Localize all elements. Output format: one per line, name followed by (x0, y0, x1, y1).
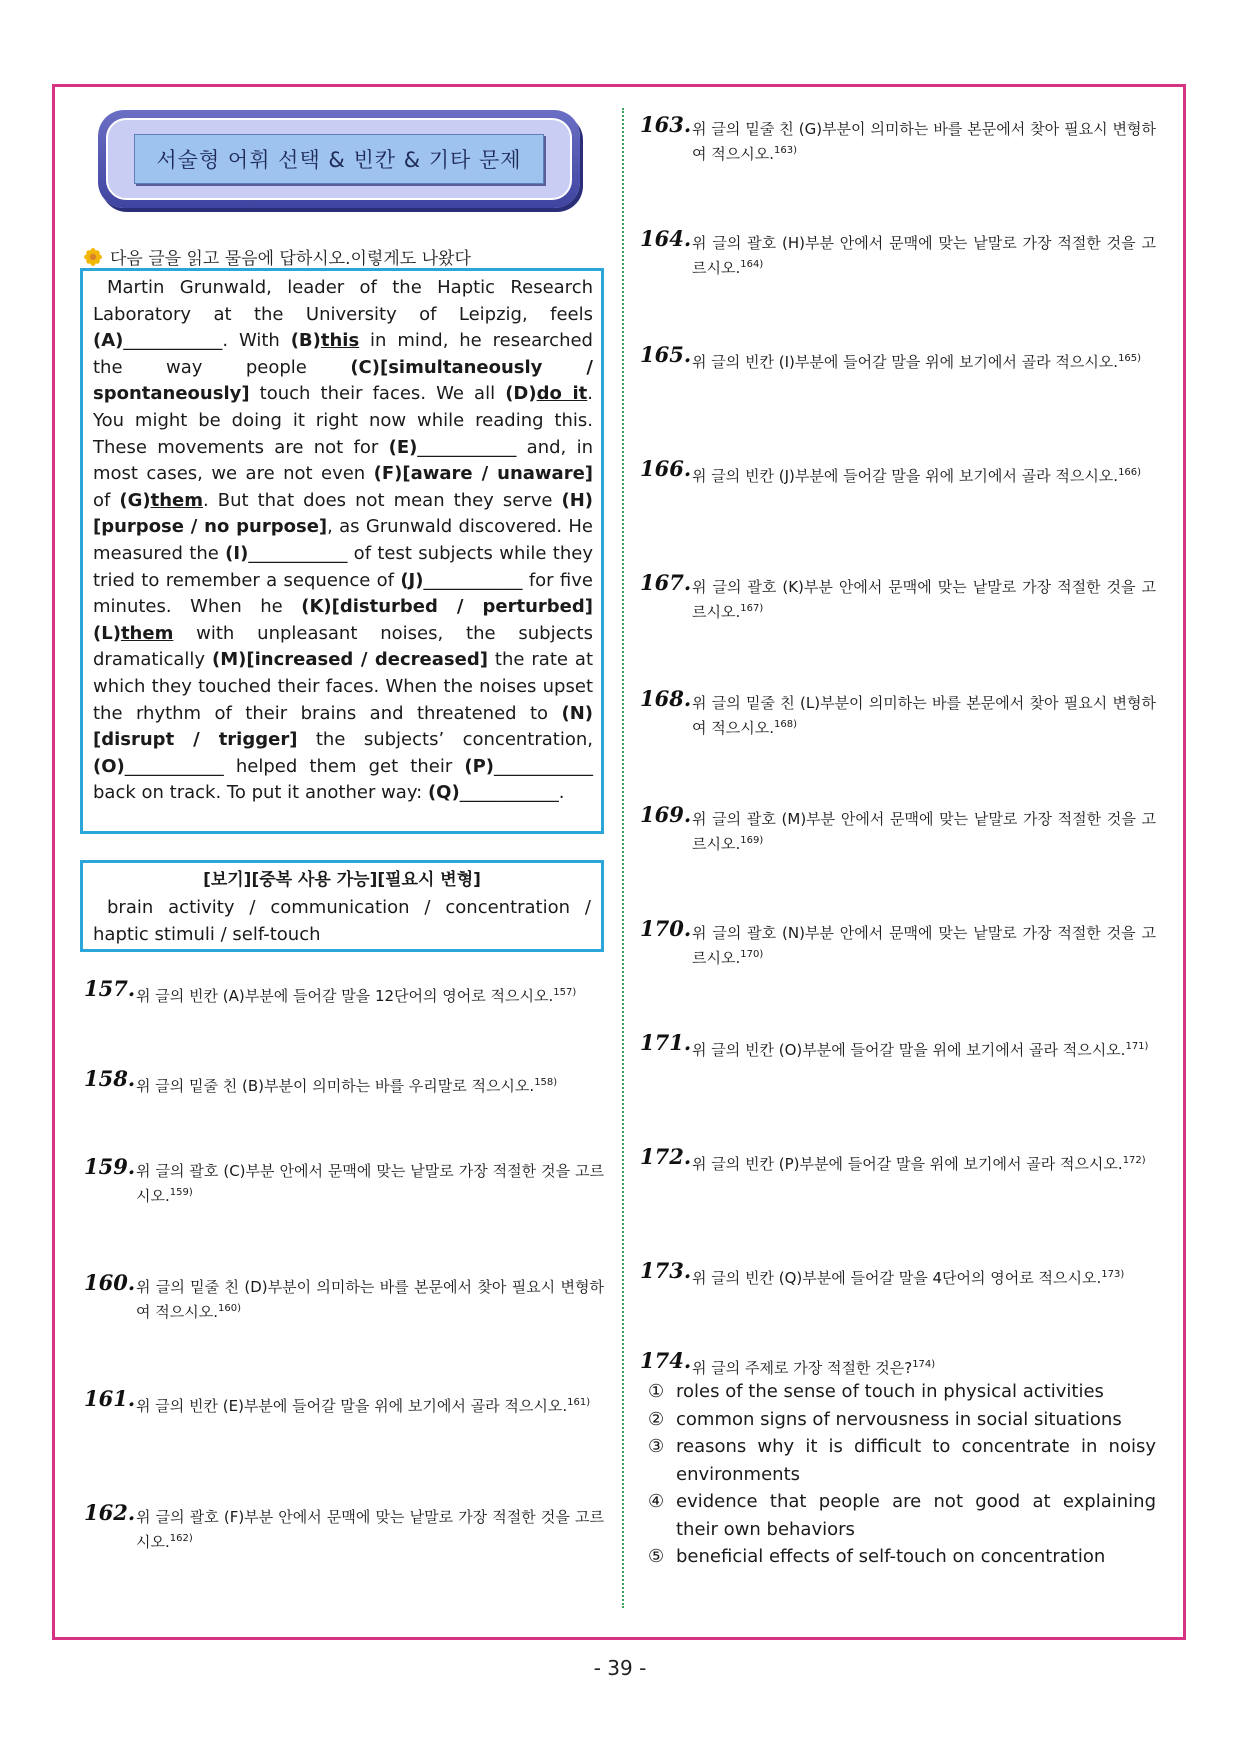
question-170: 170. 위 글의 괄호 (N)부분 안에서 문맥에 맞는 낱말로 가장 적절한 것을 고르시오.$^{170)}$ (640, 916, 1156, 967)
label-p: (P) (464, 755, 494, 777)
question-158: 158. 위 글의 밑줄 친 (B)부분이 의미하는 바를 우리말로 적으시오.$^{158)}$ (84, 1066, 558, 1095)
blank-j: ___________ (423, 569, 523, 591)
label-a: (A) (93, 330, 124, 352)
question-162: 162. 위 글의 괄호 (F)부분 안에서 문맥에 맞는 낱말로 가장 적절한 것을 고르시오.$^{162)}$ (84, 1500, 604, 1551)
label-j: (J) (400, 569, 424, 591)
underline-b: this (320, 330, 360, 352)
question-166: 166. 위 글의 빈칸 (J)부분에 들어갈 말을 위에 보기에서 골라 적으시오.$^{166)}$ (640, 456, 1142, 485)
label-o: (O) (93, 755, 125, 777)
question-164: 164. 위 글의 괄호 (H)부분 안에서 문맥에 맞는 낱말로 가장 적절한 것을 고르시오.$^{164)}$ (640, 226, 1156, 277)
bracket-m: (M)[increased / decreased] (212, 649, 488, 671)
label-b: (B) (290, 330, 321, 352)
question-161: 161. 위 글의 빈칸 (E)부분에 들어갈 말을 위에 보기에서 골라 적으시오.$^{161)}$ (84, 1386, 591, 1415)
label-e: (E) (388, 436, 418, 458)
label-q: (Q) (427, 782, 460, 804)
label-g: (G) (119, 489, 151, 511)
label-l: (L) (93, 622, 121, 644)
question-163: 163. 위 글의 밑줄 친 (G)부분이 의미하는 바를 본문에서 찾아 필요시 변형하여 적으시오.$^{163)}$ (640, 112, 1156, 163)
label-i: (I) (225, 542, 249, 564)
question-160: 160. 위 글의 밑줄 친 (D)부분이 의미하는 바를 본문에서 찾아 필요시 변형하여 적으시오.$^{160)}$ (84, 1270, 604, 1321)
reading-passage: Martin Grunwald, leader of the Haptic Research Laboratory at the University of Leipzig, feels (A)___________. With (B)this in mind, he researched the way people (C)[simultaneously / spontaneously] touch their faces. We all (D)do it. You might be doing it right now while reading this. These movements are not for (E)___________ and, in most cases, we are not even (F)[aware / unaware] of (G)them. But that does not mean they serve (H)[purpose / no purpose], as Grunwald discovered. He measured the (I)___________ of test subjects while they tried to remember a sequence of (J)___________ for five minutes. When he (K)[disturbed / perturbed] (L)them with unpleasant noises, the subjects dramatically (M)[increased / decreased] the rate at which they touched their faces. When the noises upset the rhythm of their brains and threatened to (N)[disrupt / trigger] the subjects’ concentration, (O)___________ helped them get their (P)___________ back on track. To put it another way: (Q)___________. (80, 268, 604, 834)
question-157: 157. 위 글의 빈칸 (A)부분에 들어갈 말을 12단어의 영어로 적으시오.$^{157)}$ (84, 976, 577, 1005)
bracket-k: (K)[disturbed / perturbed] (301, 596, 593, 618)
question-172: 172. 위 글의 빈칸 (P)부분에 들어갈 말을 위에 보기에서 골라 적으시오.$^{172)}$ (640, 1144, 1146, 1173)
underline-d: do it (536, 383, 588, 405)
answer-choices (648, 1378, 1156, 1571)
question-169: 169. 위 글의 괄호 (M)부분 안에서 문맥에 맞는 낱말로 가장 적절한 것을 고르시오.$^{169)}$ (640, 802, 1156, 853)
blank-o: ___________ (124, 755, 224, 777)
choice-2[interactable]: ② common signs of nervousness in social situations (648, 1408, 1122, 1430)
blank-i: ___________ (248, 542, 348, 564)
question-167: 167. 위 글의 괄호 (K)부분 안에서 문맥에 맞는 낱말로 가장 적절한 것을 고르시오.$^{167)}$ (640, 570, 1156, 621)
bracket-n: (N)[disrupt / trigger] (93, 702, 593, 751)
column-divider (622, 108, 624, 1608)
blank-e: ___________ (417, 436, 517, 458)
blank-p: ___________ (494, 755, 593, 777)
question-168: 168. 위 글의 밑줄 친 (L)부분이 의미하는 바를 본문에서 찾아 필요시 변형하여 적으시오.$^{168)}$ (640, 686, 1156, 737)
section-title-badge (98, 110, 580, 208)
question-171: 171. 위 글의 빈칸 (O)부분에 들어갈 말을 위에 보기에서 골라 적으시오.$^{171)}$ (640, 1030, 1149, 1059)
directive (84, 244, 471, 269)
underline-l: them (120, 622, 174, 644)
underline-g: them (150, 489, 203, 511)
word-bank-items: brain activity / communication / concentration / haptic stimuli / self-touch (93, 897, 591, 945)
choice-5[interactable]: ⑤ beneficial effects of self-touch on concentration (648, 1546, 1106, 1567)
choice-1[interactable]: ① roles of the sense of touch in physical activities (648, 1381, 1104, 1402)
question-165: 165. 위 글의 빈칸 (I)부분에 들어갈 말을 위에 보기에서 골라 적으시오.$^{165)}$ (640, 342, 1142, 371)
word-bank-heading: [보기][중복 사용 가능][필요시 변형] (203, 870, 481, 890)
blank-q: ___________ (459, 782, 559, 804)
section-title: 서술형 어휘 선택 & 빈칸 & 기타 문제 (134, 134, 544, 184)
word-bank (80, 860, 604, 952)
flower-icon (84, 248, 102, 266)
question-173: 173. 위 글의 빈칸 (Q)부분에 들어갈 말을 4단어의 영어로 적으시오.$^{173)}$ (640, 1258, 1125, 1287)
choice-3[interactable]: ③ reasons why it is difficult to concentrate in noisy environments (648, 1436, 1156, 1485)
directive-text: 다음 글을 읽고 물음에 답하시오.이렇게도 나왔다 (110, 249, 471, 269)
question-174: 174. 위 글의 주제로 가장 적절한 것은?$^{174)}$ (640, 1348, 936, 1377)
choice-4[interactable]: ④ evidence that people are not good at explaining their own behaviors (648, 1491, 1156, 1540)
question-159: 159. 위 글의 괄호 (C)부분 안에서 문맥에 맞는 낱말로 가장 적절한 것을 고르시오.$^{159)}$ (84, 1154, 604, 1205)
label-d: (D) (505, 383, 537, 405)
bracket-f: (F)[aware / unaware] (373, 463, 594, 485)
bracket-c: (C)[simultaneously / spontaneously] (93, 356, 593, 405)
bracket-h: (H)[purpose / no purpose] (93, 489, 593, 538)
page-number: - 39 - (593, 1656, 647, 1680)
blank-a: ___________ (123, 330, 223, 352)
